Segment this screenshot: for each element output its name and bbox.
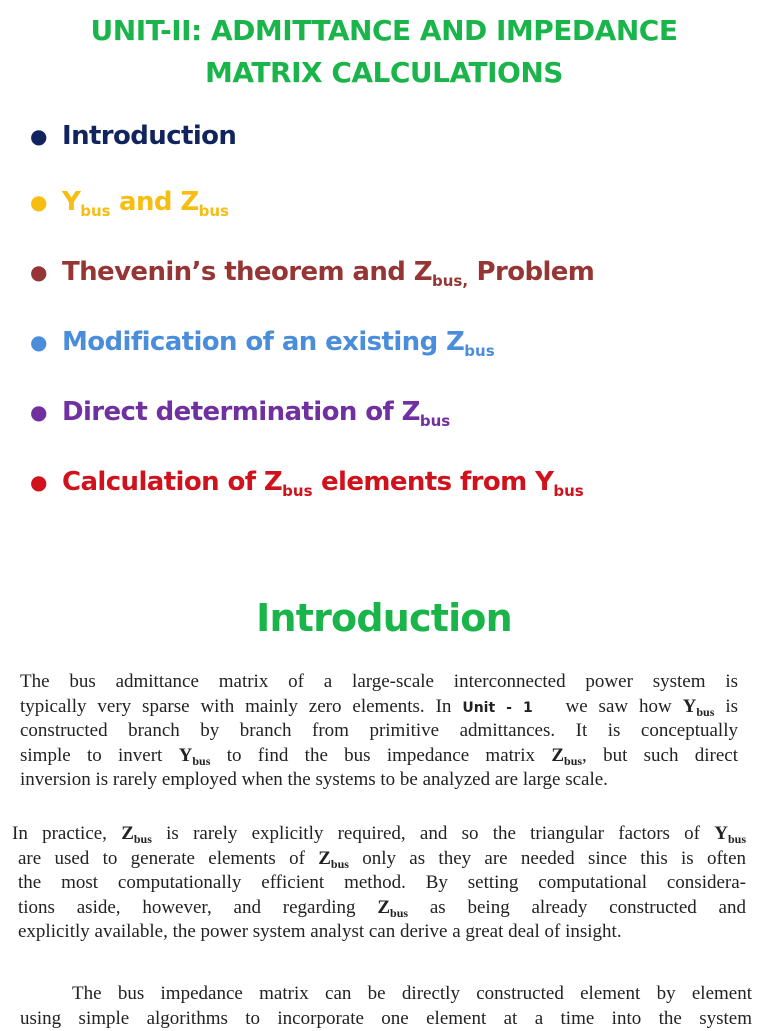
paragraph-1-line: simple to invert $Y_{bus}$ to find the bus impedance matrix $Z_{bus}$, but such direct [20,744,738,769]
paragraph-2-line: are used to generate elements of $Z_{bus}$ only as they are needed since this is often [12,847,746,872]
paragraph-2 [12,822,746,945]
paragraph-1-line: constructed branch by branch from primitive admittances. It is conceptually [20,719,738,744]
section-heading-introduction: Introduction [0,592,768,644]
paragraph-1 [20,670,738,793]
paragraph-2-line: explicitly available, the power system analyst can derive a great deal of insight. [12,920,746,945]
paragraph-2-line: tions aside, however, and regarding $Z_{bus}$ as being already constructed and [12,896,746,921]
paragraph-1-line: The bus admittance matrix of a large-scale interconnected power system is [20,670,738,695]
bullet-thevenin: ● Thevenin’s theorem and $Z_{bus,}$ Problem [30,252,594,292]
bullet-calculation: ● Calculation of $Z_{bus}$ elements from $Y_{bus}$ [30,462,584,502]
bullet-dot-icon: ● [30,322,62,362]
bullet-dot-icon: ● [30,252,62,292]
bullet-dot-icon: ● [30,462,62,502]
bullet-introduction: ● Introduction [30,116,236,156]
bullet-dot-icon: ● [30,116,62,156]
bullet-modification: ● Modification of an existing $Z_{bus}$ [30,322,495,362]
paragraph-1-line: typically very sparse with mainly zero elements. In Unit - 1 we saw how $Y_{bus}$ is [20,695,738,720]
paragraph-2-line: In practice, $Z_{bus}$ is rarely explicitly required, and so the triangular factors of $Y_{bus}$ [12,822,746,847]
paragraph-3-line: The bus impedance matrix can be directly constructed element by element [20,982,752,1007]
title-line-2: MATRIX CALCULATIONS [0,52,768,94]
paragraph-2-line: the most computationally efficient method. By setting computational considera- [12,871,746,896]
title-line-1: UNIT-II: ADMITTANCE AND IMPEDANCE [0,10,768,52]
bullet-direct-determination: ● Direct determination of $Z_{bus}$ [30,392,450,432]
bullet-dot-icon: ● [30,392,62,432]
bullet-dot-icon: ● [30,182,62,222]
paragraph-1-line: inversion is rarely employed when the systems to be analyzed are large scale. [20,768,738,793]
paragraph-3-line: using simple algorithms to incorporate one element at a time into the system [20,1007,752,1031]
unit-reference: Unit - 1 [462,700,532,716]
page-title [0,10,768,94]
bullet-ybus-zbus: ● $Y_{bus}$ and $Z_{bus}$ [30,182,229,222]
